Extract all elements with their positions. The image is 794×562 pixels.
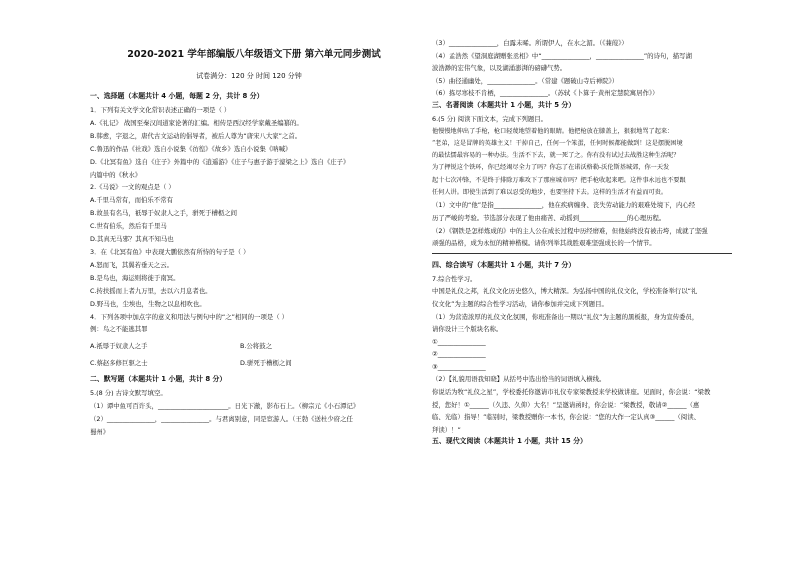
q5-line: （5）曲径通幽处，_______________。（常建《题破山寺后禅院》） [432,76,619,85]
section-heading-dictation: 二、默写题（本题共计 1 小题，共计 8 分） [90,375,227,384]
q2-line: C.世有伯乐，然后有千里马 [90,222,167,231]
q3-line: 3．在《北冥有鱼》中表现大鹏依然有所恃的句子是（ ） [90,247,250,256]
q4-option-a: A.祇辱于奴隶人之手 [90,342,148,351]
q7-line: （2）【礼貌用语我知晓】从括号中选出恰当的词语填入横线。 [432,375,606,384]
q6-line: 历了严峻的考验。节选部分表现了他由痛苦、动摇到_______________的心理历程。 [432,213,666,222]
q4-line: 例：鸟之不能逃其罪 [90,325,148,334]
q3-line: B.是鸟也，海运则将徙于南冥。 [90,273,180,282]
q7-blank: ①_______________ [432,337,486,346]
q1-line: 1．下列有关文学文化常识表述正确的一项是（ ） [90,106,231,114]
q6-prompt: 6.(5 分) 阅读下面文本，完成下列题目。 [432,114,548,123]
q5-line: （6）拣尽寒枝不肯栖，_______________。（苏轼《卜算子·黄州定慧院寓居作》） [432,89,659,98]
q3-line: A.怒而飞，其翼若垂天之云。 [90,260,173,269]
answer-line [432,253,732,254]
exam-info: 试卷满分：120 分 时间 120 分钟 [196,72,302,80]
q5-line: （2）_______________，_______________。与君离别意，同是宦游人。（王勃《送杜少府之任 [90,414,353,423]
q1-line: C.鲁迅的作品《社戏》选自小说集《彷徨》《故乡》选自小说集《呐喊》 [90,144,292,153]
reading-passage [432,126,744,200]
q7-line: 7.综合性学习。 [432,274,477,283]
q2-line: A.千里马常有，而伯乐不常有 [90,196,173,205]
q6-line: 顽强的品格，成为永恒的精神楷模。请你列举其战胜艰难坚强成长的一个情节。 [432,239,656,248]
q5-line: （1）谭中鱼可百许头，______________________。日光下澈，影布石上。（柳宗元《小石潭记》 [90,402,360,411]
q4-line: 4．下列各项中加点字的意义和用法与例句中的“之”相同的一项是（ ） [90,312,289,321]
passage-line: “老弟，这是冒牌的英雄主义！干掉自己，任何一个笨蛋，任何时候都能做到！这是摆脱困境 [432,139,683,147]
q1-line: B.韩愈，字退之，唐代古文运动的倡导者，被后人尊为“唐宋八大家”之首。 [90,131,302,140]
question-4 [90,311,408,371]
q5-line: 5.(8 分) 古诗文默写填空。 [90,389,167,398]
question-7 [432,273,744,437]
section-heading-integrated: 四、综合读写（本题共计 1 小题，共计 7 分） [432,260,576,269]
q4-option-b: B.公将鼓之 [240,342,272,351]
q7-line: 你说话为牧“礼仪之星”，学校委托你邀请市礼仪专家梁教授来学校做讲座。见面时，你会说：“梁教 [432,388,711,397]
q1-line: A.《礼记》 战国至秦汉间道家论著的汇编。相传是西汉经学家戴圣编纂的。 [90,118,303,127]
q2-line: D.其真无马邪？其真不知马也 [90,235,174,244]
q5-line: （4）孟浩然《望洞庭湖赠张丞相》中“_______________，_______________”的诗句，描写湖 [432,51,692,60]
question-3 [90,246,408,311]
section-heading-choice: 一、选择题（本题共计 4 小题，每题 2 分，共计 8 分） [90,92,264,100]
q1-line: D.《北冥有鱼》选自《庄子》外篇中的《逍遥游》《庄子与惠子游于濠梁之上》选自《庄子》 [90,157,350,166]
q2-line: 2.《马说》一文的观点是（ ） [90,183,175,192]
page-title: 2020-2021 学年部编版八年级语文下册 第六单元同步测试 [127,49,381,60]
q7-line: （1）为营造浓厚的礼仪文化氛围，你班准备出一期以“礼仪”为主题的黑板报，身为宣传委员， [432,312,699,321]
section-heading-classics: 三、名著阅读（本题共计 1 小题，共计 5 分） [432,100,576,109]
passage-line: 任何人讲。即使生活到了难以忍受的地步，也要坚持下去。这样的生活才有益而可贵。 [432,189,668,197]
q3-line: D.野马也，尘埃也，生物之以息相吹也。 [90,299,206,308]
q7-line: 授，您好！①______（久违、久仰）大名！”呈邀请函时，你会说：“梁教授，敬请②______（惠 [432,400,700,409]
question-1 [90,104,408,181]
right-column [432,37,744,449]
q4-option-d: D.骈死于槽枥之间 [240,359,292,368]
q4-options-row [90,357,408,370]
q7-line: 请你设计三个版块名称。 [432,325,503,334]
q5-line: （3）_______________，白露未晞。所谓伊人，在水之湄。（《蒹葭》） [432,39,628,47]
q7-blank: ③_______________ [432,362,486,371]
q7-blank: ②_______________ [432,350,486,359]
passage-line: 起十七次冲锋，不是终于排除万难攻下了那座城市吗？把手枪收起来吧。这件事永远也不要跟 [432,176,686,184]
q6-line: （1）文中的“他”是指_______________，他在疾病缠身、丧失劳动能力的艰难处境下，内心经 [432,201,696,210]
left-column [90,40,408,439]
question-5-continued [432,37,744,100]
q7-line: 中国是礼仪之邦，礼仪文化历史悠久，博大精深。为弘扬中国的礼仪文化，学校准备举行以“礼 [432,287,698,296]
passage-line: 他慢慢地伸出了手枪，枪口轻蔑地望着他的眼睛。他把枪放在膝盖上，狠狠地骂了起来： [432,127,674,135]
q7-line: 临、光临）指导！”临别时，梁教授赠你一本书，你会说：“您的大作一定认真③______（阅读、 [432,413,700,422]
q4-options-row [90,340,408,353]
q7-line: 仪文化”为主题的综合性学习活动，请你参加并完成下列题目。 [432,299,608,308]
section-heading-modern-reading: 五、现代文阅读（本题共计 1 小题，共计 15 分） [432,437,587,446]
q6-line: （2）《钢铁是怎样炼成的》中的主人公在成长过程中历经磨难，但他始终没有被击垮，成就了坚强 [432,226,708,235]
q3-line: C.抟扶摇而上者九万里，去以六月息者也。 [90,286,212,295]
passage-line: 为了押锐这个铁环，你已经竭尽全力了吗？你忘了在诺沃格勒-沃伦斯基城郊，你一天发 [432,164,670,172]
q7-line: 拜读）！” [432,425,461,434]
question-2 [90,181,408,246]
passage-line: 的最怯懦最容易的一种办法。生活不下去，就一死了之。你有没有试过去战胜这种生活呢？ [432,152,680,160]
q1-line: 内篇中的《秋水》 [90,170,142,179]
q4-option-c: C.蔡赵多修巨驱之士 [90,359,148,368]
question-6-subquestions [432,199,744,249]
q5-line: 蜀州》 [90,427,110,436]
question-5 [90,387,408,439]
q5-line: 波浩渺的宏伟气象，以及湖涌澎湃的磅礴气势。 [432,64,567,73]
q2-line: B.故虽有名马，祇辱于奴隶人之手，骈死于槽枥之间 [90,209,238,218]
